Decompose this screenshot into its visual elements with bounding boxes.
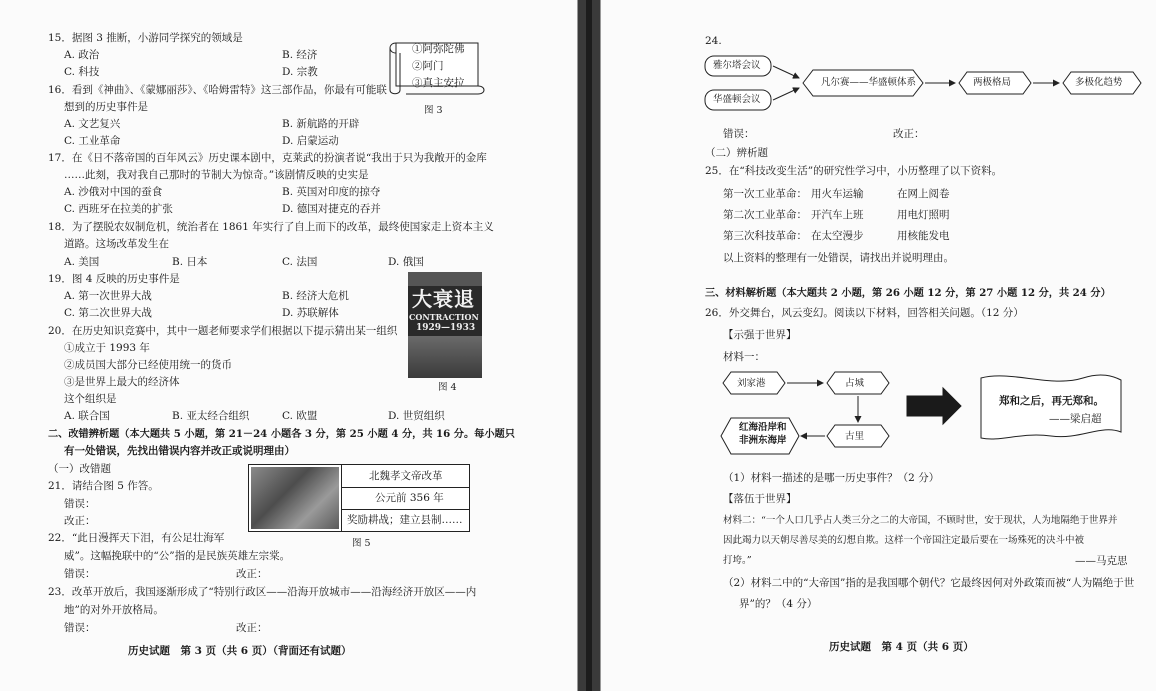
book-gutter [578,0,600,691]
q23-stem-line2: 地”的对外开放格局。 [64,604,164,616]
q19-option-a: A. 第一次世界大战 [64,290,152,302]
q22-stem-line2: 威”。这幅挽联中的“公”指的是民族英雄左宗棠。 [64,550,291,562]
q16-option-c: C. 工业革命 [64,135,121,147]
q18-option-b: B. 日本 [172,256,208,268]
q18-stem-line2: 道路。这场改革发生在 [64,238,169,250]
q22-error-label: 错误： [64,568,96,580]
q26-material-1-label: 材料一： [723,351,765,363]
figure-5 [248,464,470,532]
q25-row3-item2: 用核能发电 [897,230,950,242]
q25-row2-item1: 开汽车上班 [811,209,864,221]
q18-option-d: D. 俄国 [388,256,424,268]
q19-option-d: D. 苏联解体 [282,307,339,319]
exam-page-4 [600,0,1156,691]
q25-ask: 以上资料的整理有一处错误，请找出并说明理由。 [723,252,954,264]
q24-node-4: 两极格局 [973,77,1012,88]
q26-ask-1: （1）材料一描述的是哪一历史事件？（2 分） [723,472,940,484]
fig3-caption: 图 3 [424,105,443,116]
section-3-heading: 三、材料解析题（本大题共 2 小题，第 26 小题 12 分，第 27 小题 12 分，共 24 分） [705,287,1111,299]
fig5-painting [251,467,339,529]
q26-material-2-line2: 因此竭力以天朝尽善尽美的幻想自欺。这样一个帝国注定最后要在一场殊死的决斗中被 [723,535,1085,546]
page-footer-left: 历史试题 第 3 页（共 6 页）（背面还有试题） [128,645,352,657]
q24-node-2: 华盛顿会议 [713,94,761,105]
subsection-correction: （一）改错题 [48,463,111,475]
fig5-caption: 图 5 [352,538,371,549]
q15-option-b: B. 经济 [282,49,318,61]
q25-row2-label: 第二次工业革命： [723,209,807,221]
q25-row1-item1: 用火车运输 [811,188,864,200]
q24-fix-label: 改正： [893,128,925,140]
q15-stem: 15．据图 3 推断，小游同学探究的领域是 [48,32,243,44]
q25-row1-item2: 在网上阅卷 [897,188,950,200]
section-2-heading-line1: 二、改错辨析题（本大题共 5 小题，第 21－24 小题各 3 分，第 25 小题 4 分，共 16 分。每小题只 [48,428,515,440]
q19-option-c: C. 第二次世界大战 [64,307,152,319]
q16-option-a: A. 文艺复兴 [64,118,121,130]
q21-stem: 21．请结合图 5 作答。 [48,480,159,492]
section-2-heading-line2: 有一处错误，先找出错误内容并改正或说明理由） [64,445,295,457]
route-node-1: 刘家港 [737,378,766,389]
route-node-3: 古里 [845,431,865,442]
q17-option-d: D. 德国对捷克的吞并 [282,203,381,215]
q18-option-a: A. 美国 [64,256,100,268]
q20-option-a: A. 联合国 [64,410,110,422]
q24-error-label: 错误： [723,128,755,140]
fig4-years: 1929—1933 [416,323,476,333]
q18-option-c: C. 法国 [282,256,318,268]
q20-ask: 这个组织是 [64,393,117,405]
q20-hint-2: ②成员国大部分已经使用统一的货币 [64,359,232,371]
q17-stem-line1: 17．在《日不落帝国的百年风云》历史课本剧中，克莱武的扮演者说“我出于只为我敞开的金库 [48,152,487,164]
q25-stem: 25．在“科技改变生活”的研究性学习中，小历整理了以下资料。 [705,165,1003,177]
q15-option-a: A. 政治 [64,49,100,61]
fig4-caption: 图 4 [438,382,457,393]
q20-hint-3: ③是世界上最大的经济体 [64,376,180,388]
q17-option-b: B. 英国对印度的掠夺 [282,186,381,198]
q15-option-c: C. 科技 [64,66,100,78]
q16-stem-line2: 想到的历史事件是 [64,101,148,113]
route-node-4b: 非洲东海岸 [739,435,787,446]
fig4-subtitle: CONTRACTION [409,312,479,322]
q19-stem: 19．图 4 反映的历史事件是 [48,273,180,285]
q20-stem: 20．在历史知识竞赛中，其中一题老师要求学们根据以下提示猜出某一组织 [48,325,398,337]
q23-fix-label: 改正： [236,622,268,634]
figure-4-book-cover [408,272,482,378]
q24-node-5: 多极化趋势 [1075,77,1123,88]
q24-node-3: 凡尔赛——华盛顿体系 [821,77,917,88]
q25-row3-label: 第三次科技革命： [723,230,807,242]
q26-material-2-author: ——马克思 [1075,555,1128,567]
liang-quote: 郑和之后，再无郑和。 [999,395,1104,407]
q19-option-b: B. 经济大危机 [282,290,349,302]
fig3-item-2: ②阿门 [412,60,444,72]
q26-ask-2-line2: 界”的？（4 分） [739,598,818,610]
fig5-row-3: 奖励耕战；建立县制…… [347,514,463,526]
q25-row3-item1: 在太空漫步 [811,230,864,242]
q23-error-label: 错误： [64,622,96,634]
route-node-4a: 红海沿岸和 [739,422,787,433]
q20-option-b: B. 亚太经合组织 [172,410,250,422]
q16-option-d: D. 启蒙运动 [282,135,339,147]
q26-tag-1: 【示强于世界】 [723,329,797,341]
q25-row2-item2: 用电灯照明 [897,209,950,221]
q17-stem-line2: ……此刻，我对我自己那时的节制大为惊奇。”该剧情反映的史实是 [64,169,369,181]
q16-stem-line1: 16．看到《神曲》、《蒙娜丽莎》、《哈姆雷特》这三部作品，你最有可能联 [48,84,387,96]
q18-stem-line1: 18．为了摆脱农奴制危机，统治者在 1861 年实行了自上而下的改革，最终使国家走上资本主义 [48,221,494,233]
fig3-item-3: ③真主安拉 [412,77,465,89]
q22-fix-label: 改正： [236,568,268,580]
route-node-2: 占城 [845,378,865,389]
q15-option-d: D. 宗教 [282,66,318,78]
liang-author: ——梁启超 [1049,413,1102,425]
q22-stem-line1: 22．“此日漫挥天下泪，有公足壮海军 [48,532,225,544]
subsection-analysis: （二）辨析题 [705,147,768,159]
q24-node-1: 雅尔塔会议 [713,60,761,71]
q16-option-b: B. 新航路的开辟 [282,118,360,130]
q20-option-c: C. 欧盟 [282,410,318,422]
fig3-item-1: ①阿弥陀佛 [412,43,465,55]
big-arrow-icon [907,388,961,424]
q23-stem-line1: 23．改革开放后，我国逐渐形成了“特别行政区——沿海开放城市——沿海经济开放区——内 [48,586,477,598]
q25-row1-label: 第一次工业革命： [723,188,807,200]
q20-hint-1: ①成立于 1993 年 [64,342,150,354]
q26-tag-2: 【落伍于世界】 [723,493,797,505]
q21-error-label: 错误： [64,498,96,510]
q26-material-2-line1: 材料二：“一个人口几乎占人类三分之二的大帝国，不顾时世，安于现状，人为地隔绝于世界并 [723,515,1118,526]
q26-stem: 26．外交舞台，风云变幻。阅读以下材料，回答相关问题。（12 分） [705,307,1024,319]
fig4-title: 大衰退 [412,287,475,311]
q20-option-d: D. 世贸组织 [388,410,445,422]
fig5-row-1: 北魏孝文帝改革 [369,470,443,482]
q24-number: 24. [705,35,722,47]
q17-option-a: A. 沙俄对中国的蚕食 [64,186,163,198]
fig5-row-2: 公元前 356 年 [375,492,444,504]
page-footer-right: 历史试题 第 4 页（共 6 页） [829,641,974,653]
q26-material-2-line3: 打垮。” [723,555,752,566]
q26-ask-2-line1: （2）材料二中的“大帝国”指的是我国哪个朝代？它最终因何对外政策而被“人为隔绝于世 [723,577,1135,589]
q21-fix-label: 改正： [64,515,96,527]
q17-option-c: C. 西班牙在拉美的扩张 [64,203,173,215]
